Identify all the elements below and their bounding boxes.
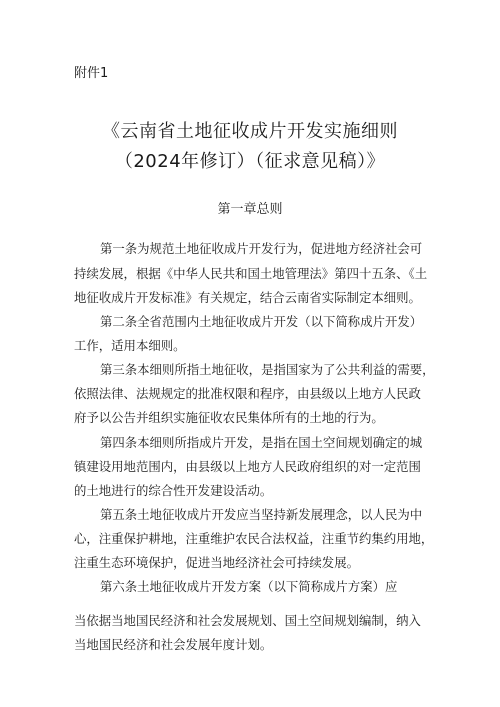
body-line: 持续发展，根据《中华人民共和国土地管理法》第四十五条、《土 (74, 266, 428, 281)
document-title-line-2: （2024年修订）（征求意见稿）》 (114, 151, 386, 172)
body-line: 第三条本细则所指土地征收，是指国家为了公共利益的需要， (100, 362, 435, 377)
body-line: 工作，适用本细则。 (74, 338, 186, 353)
chapter-heading: 第一章总则 (217, 202, 283, 217)
body-line: 注重生态环境保护，促进当地经济社会可持续发展。 (74, 555, 359, 570)
body-line: 依照法律、法规规定的批准权限和程序，由县级以上地方人民政 (74, 386, 421, 401)
body-line: 第四条本细则所指成片开发，是指在国土空间规划确定的城 (100, 435, 423, 450)
document-title-line-1: 《云南省土地征收成片开发实施细则 (102, 121, 398, 142)
body-line: 的土地进行的综合性开发建设活动。 (74, 483, 273, 498)
body-line: 镇建设用地范围内，由县级以上地方人民政府组织的对一定范围 (74, 459, 421, 474)
body-line: 第一条为规范土地征收成片开发行为，促进地方经济社会可 (100, 241, 423, 256)
body-line: 第六条土地征收成片开发方案（以下简称成片方案）应 (100, 579, 398, 594)
body-line: 第二条全省范围内土地征收成片开发（以下简称成片开发） (100, 314, 423, 329)
body-line: 当依据当地国民经济和社会发展规划、国土空间规划编制，纳入 (74, 613, 421, 628)
body-line: 当地国民经济和社会发展年度计划。 (74, 637, 273, 652)
body-line: 地征收成片开发标准》有关规定，结合云南省实际制定本细则。 (74, 290, 421, 305)
body-line: 府予以公告并组织实施征收农民集体所有的土地的行为。 (74, 410, 384, 425)
body-line: 第五条土地征收成片开发应当坚持新发展理念，以人民为中 (100, 507, 423, 522)
body-line: 心，注重保护耕地，注重维护农民合法权益，注重节约集约用地， (74, 531, 434, 546)
attachment-label: 附件1 (74, 66, 109, 81)
